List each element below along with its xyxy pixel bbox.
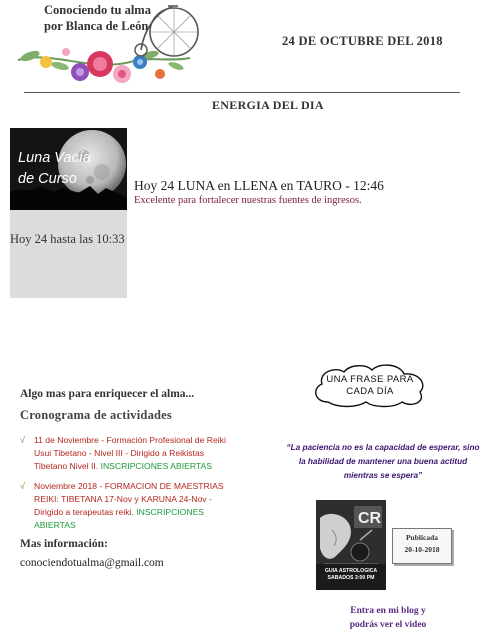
activity-status: ABIERTAS (34, 520, 76, 530)
activity-line: Tibetano Nivel II. (34, 461, 99, 471)
activity-line: REIKI: TIBETANA 17-Nov y KARUNA 24-Nov - (34, 494, 212, 504)
activity-item (20, 434, 270, 473)
quote-line: “La paciencia no es la capacidad de esperar, sino (286, 443, 480, 452)
daily-quote (272, 441, 494, 483)
published-date: 20-10-2018 (404, 545, 440, 554)
quote-line: mientras se espera” (343, 471, 423, 480)
cloud-caption (322, 374, 418, 398)
full-moon-note: Excelente para fortalecer nuestras fuentes de ingresos. (134, 195, 362, 206)
divider (24, 92, 460, 93)
blog-line-1: Entra en mi blog y (350, 606, 426, 616)
void-moon-time: Hoy 24 hasta las 10:33 (10, 232, 125, 246)
logo (0, 0, 200, 92)
caption-line-1: GUIA ASTROLOGICA (324, 568, 378, 574)
logo-line-2: por Blanca de León (44, 19, 149, 33)
activity-line: 11 de Noviembre - Formación Profesional de Reiki (34, 435, 226, 445)
quote-line: la habilidad de mantener una buena actitud (298, 457, 468, 466)
activity-item (20, 480, 270, 532)
contact-email[interactable]: conociendotualma@gmail.com (20, 557, 164, 569)
moon-image-label (18, 148, 91, 190)
blog-line-2: podrás ver el video (349, 620, 427, 630)
logo-line-1: Conociendo tu alma (44, 3, 151, 17)
activity-line: Usui Tibetano - Nivel III - Dirigido a Reikistas (34, 448, 205, 458)
post-date: 24 DE OCTUBRE DEL 2018 (282, 34, 443, 48)
full-moon-heading: Hoy 24 LUNA en LLENA en TAURO - 12:46 (134, 178, 384, 193)
activity-status: INSCRIPCIONES (136, 507, 205, 517)
check-icon: √ (20, 435, 25, 445)
published-label: Publicada (405, 533, 439, 542)
activity-line: Noviembre 2018 - FORMACION DE MAESTRIAS (34, 481, 224, 491)
svg-text:CR: CR (358, 510, 382, 527)
soul-heading: Algo mas para enriquecer el alma... (20, 388, 195, 400)
activity-status: INSCRIPCIONES ABIERTAS (100, 461, 212, 471)
section-title: ENERGIA DEL DIA (212, 98, 324, 112)
logo-text (44, 2, 151, 34)
blog-link-caption[interactable] (318, 604, 458, 632)
caption-line-2: SABADOS 3:00 PM (327, 575, 375, 581)
thumbnail-caption (316, 568, 386, 582)
cloud-line-2: CADA DÍA (346, 386, 394, 397)
cloud-line-1: UNA FRASE PARA (326, 374, 414, 385)
moon-label-line-2: de Curso (18, 171, 77, 187)
moon-label-line-1: Luna Vacía (18, 150, 91, 166)
check-icon: √ (20, 481, 25, 491)
schedule-heading: Cronograma de actividades (20, 408, 172, 422)
published-badge (392, 528, 452, 564)
activity-line: Dirigido a terapeutas reiki. (34, 507, 134, 517)
contact-label: Mas información: (20, 538, 108, 550)
